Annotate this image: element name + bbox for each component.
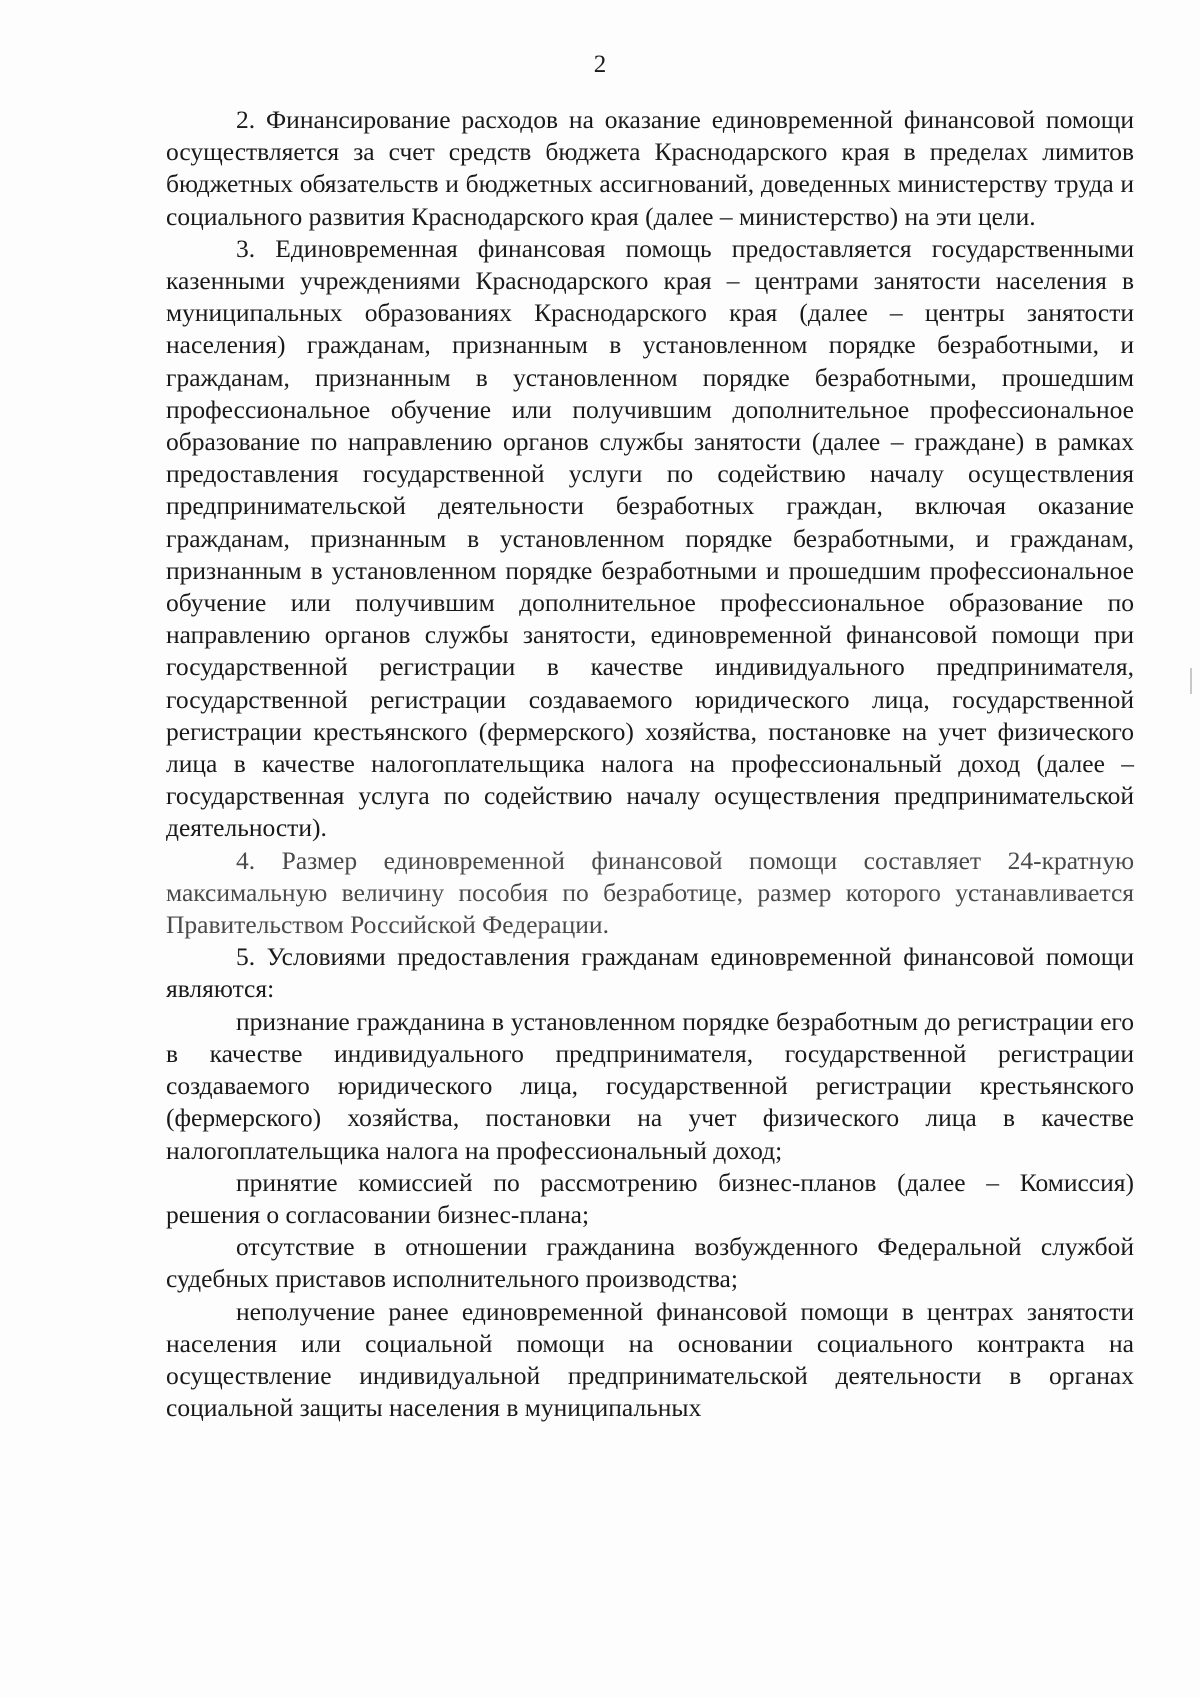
page-number: 2 <box>593 51 607 78</box>
paragraph-financing: 2. Финансирование расходов на оказание единовременной финансовой помощи осуществляется за счет средств бюджета Краснодарского края в пределах лимитов бюджетных обязательств и бюджетных ассигнований, доведенных министерству труда и социального развития Краснодарского края (далее – министерство) на эти цели. <box>166 105 1134 231</box>
paragraph-conditions-heading: 5. Условиями предоставления гражданам единовременной финансовой помощи являются: <box>166 942 1134 1004</box>
condition-unemployed-status: признание гражданина в установленном порядке безработным до регистрации его в качестве индивидуального предпринимателя, государственной регистрации создаваемого юридического лица, государственной регистрации крестьянского (фермерского) хозяйства, постановки на учет физического лица в качестве налогоплательщика налога на профессиональный доход; <box>166 1006 1134 1165</box>
document-body <box>166 104 1134 1424</box>
condition-business-plan: принятие комиссией по рассмотрению бизнес-планов (далее – Комиссия) решения о согласовании бизнес-плана; <box>166 1167 1134 1229</box>
condition-no-prior-assistance: неполучение ранее единовременной финансовой помощи в центрах занятости населения или социальной помощи на основании социального контракта на осуществление индивидуальной предпринимательской деятельности в органах социальной защиты населения в муниципальных <box>166 1296 1134 1423</box>
condition-no-enforcement: отсутствие в отношении гражданина возбужденного Федеральной службой судебных приставов исполнительного производства; <box>166 1232 1134 1294</box>
scan-edge-mark <box>1190 668 1192 694</box>
paragraph-provision: 3. Единовременная финансовая помощь предоставляется государственными казенными учреждениями Краснодарского края – центрами занятости населения в муниципальных образованиях Краснодарского края (далее – центры занятости населения) гражданам, признанным в установленном порядке безработными, и гражданам, признанным в установленном порядке безработными, прошедшим профессиональное обучение или получившим дополнительное профессиональное образование по направлению органов службы занятости (далее – граждане) в рамках предоставления государственной услуги по содействию началу осуществления предпринимательской деятельности безработных граждан, включая оказание гражданам, признанным в установленном порядке безработными, и гражданам, признанным в установленном порядке безработными и прошедшим профессиональное обучение или получившим дополнительное профессиональное образование по направлению органов службы занятости, единовременной финансовой помощи при государственной регистрации в качестве индивидуального предпринимателя, государственной регистрации создаваемого юридического лица, государственной регистрации крестьянского (фермерского) хозяйства, постановке на учет физического лица в качестве налогоплательщика налога на профессиональный доход (далее – государственная услуга по содействию началу осуществления предпринимательской деятельности). <box>166 233 1134 843</box>
paragraph-amount: 4. Размер единовременной финансовой помощи составляет 24-кратную максимальную величину пособия по безработице, размер которого устанавливается Правительством Российской Федерации. <box>166 845 1134 940</box>
